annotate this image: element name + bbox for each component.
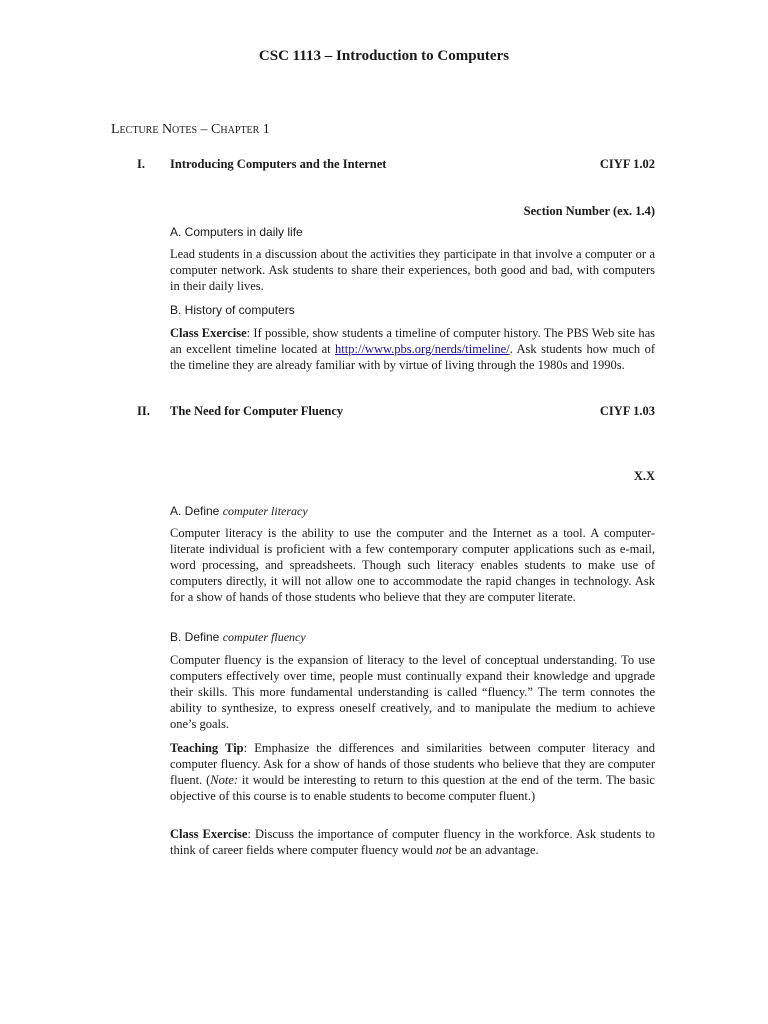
chapter-heading: Lecture Notes – Chapter 1: [111, 122, 270, 137]
class-exercise-2-text-1: : Discuss the importance of computer fluency in the workforce. Ask students to think of career fields where computer fluency would: [170, 827, 655, 857]
section-1-ref: CIYF 1.02: [599, 157, 655, 171]
class-exercise-2-emphasis: not: [435, 843, 452, 857]
section-2-xx-label: X.X: [633, 469, 655, 483]
section-1-subhead-b: B. History of computers: [170, 303, 295, 317]
class-exercise-text-2: . Ask students how much of the timeline they are already familiar with by virtue of living through the 1980s and 1990s.: [170, 342, 656, 372]
class-exercise-2-text-2: be an advantage.: [451, 843, 539, 857]
teaching-tip-text-2: it would be interesting to return to this question at the end of the term. The basic objective of this course is to enable students to become computer fluent.): [170, 773, 655, 803]
section-2-paragraph-b: Computer fluency is the expansion of literacy to the level of conceptual understanding. To use computers effectively over time, people must continually expand their knowledge and upgrade their skills. This more fundamental understanding is called “fluency.” The term connotes the ability to synthesize, to express oneself creatively, and to manipulate the medium to achieve one’s goals.: [170, 653, 655, 731]
pbs-timeline-link[interactable]: http://www.pbs.org/nerds/timeline/: [335, 342, 510, 356]
section-1-number: I.: [137, 157, 145, 171]
teaching-tip-text-1: : Emphasize the differences and similarities between computer literacy and computer fluency. Ask for a show of hands of those students who believe that they are computer fluent. (: [170, 741, 655, 787]
teaching-tip-label: Teaching Tip: [170, 741, 244, 755]
section-2-ref: CIYF 1.03: [599, 404, 655, 418]
section-1-title: Introducing Computers and the Internet: [170, 157, 387, 171]
class-exercise-2-label: Class Exercise: [170, 827, 248, 841]
section-2-class-exercise: [170, 826, 655, 858]
section-1-class-exercise: [170, 325, 655, 373]
section-2-subhead-b: [170, 629, 655, 645]
class-exercise-text-1: : If possible, show students a timeline of computer history. The PBS Web site has an excellent timeline located at: [170, 326, 656, 356]
section-1-subhead-a: A. Computers in daily life: [170, 225, 303, 239]
section-1-paragraph-a: Lead students in a discussion about the activities they participate in that involve a computer or a computer network. Ask students to share their experiences, both good and bad, with computers in their daily lives.: [170, 247, 655, 293]
section-2-title: The Need for Computer Fluency: [170, 404, 344, 418]
teaching-tip-note-label: Note:: [210, 773, 239, 787]
section-2-subhead-a: [170, 503, 655, 519]
section-2-teaching-tip: [170, 740, 655, 804]
subhead-a-prefix: A. Define: [170, 504, 223, 518]
section-2-paragraph-a: Computer literacy is the ability to use the computer and the Internet as a tool. A computer-literate individual is proficient with a few contemporary computer applications such as e-mail, word processing, and spreadsheets. Though such literacy enables students to make use of computers directly, it will not allow one to accommodate the rapid changes in technology. Ask for a show of hands of those students who believe that they are computer literate.: [170, 526, 655, 604]
computer-fluency-term: computer fluency: [222, 630, 306, 644]
class-exercise-label: Class Exercise: [170, 326, 247, 340]
document-title: CSC 1113 – Introduction to Computers: [258, 48, 510, 64]
computer-literacy-term: computer literacy: [222, 504, 308, 518]
section-number-label: Section Number (ex. 1.4): [523, 204, 655, 218]
section-2-number: II.: [137, 404, 150, 418]
subhead-b-prefix: B. Define: [170, 630, 223, 644]
